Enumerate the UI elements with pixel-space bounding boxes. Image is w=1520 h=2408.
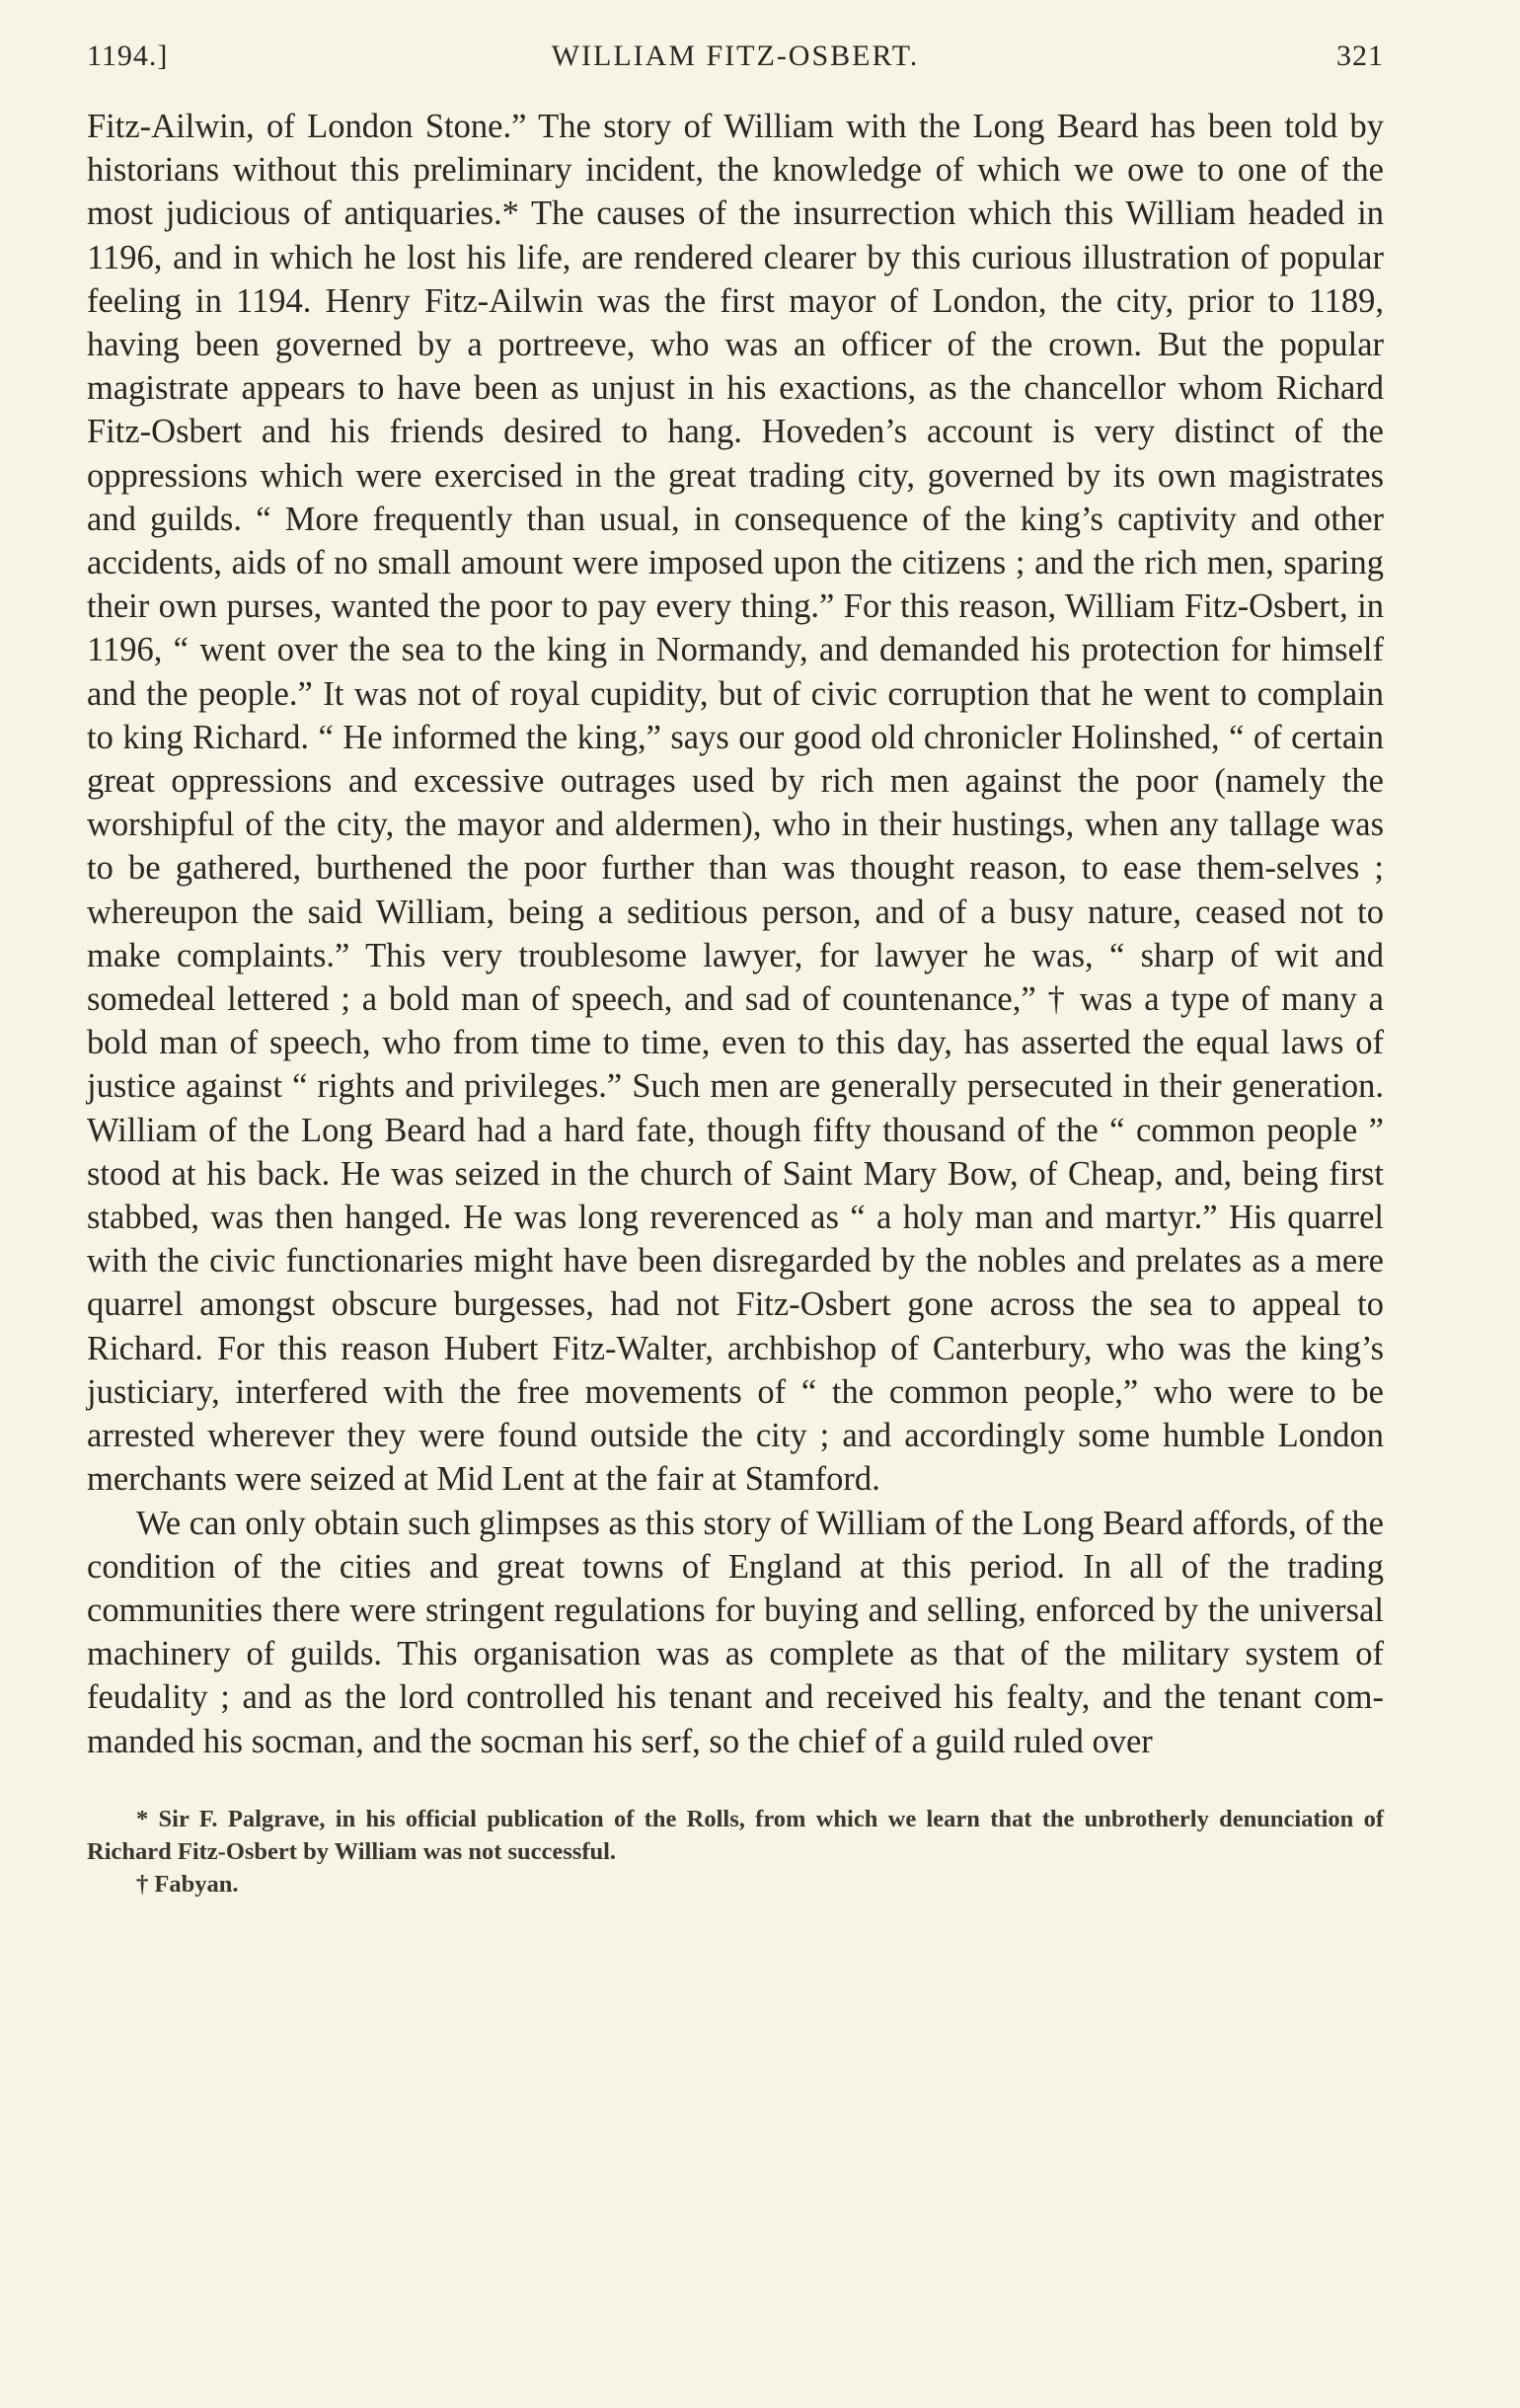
footnote-1: * Sir F. Palgrave, in his official publication of the Rolls, from which we learn that the unbrotherly denunciation of Richard Fitz-Osbert by William was not successful. — [87, 1805, 1384, 1865]
footnote-2: † Fabyan. — [136, 1870, 239, 1898]
footnotes — [87, 1803, 1384, 1901]
header-title: WILLIAM FITZ-OSBERT. — [551, 39, 920, 72]
book-page — [87, 39, 1384, 1901]
page-number: 321 — [1336, 39, 1384, 72]
main-text — [87, 105, 1384, 1763]
paragraph-2: We can only obtain such glimpses as this story of William of the Long Beard affords, of the condition of the cities and great towns of England at this period. In all of the trading communities there were stringent regulations for buying and selling, enforced by the universal machinery of guilds. This organisation was as complete as that of the military system of feudality ; and as the lord controlled his tenant and received his fealty, and the tenant com-manded his socman, and the socman his serf, so the chief of a guild ruled over — [87, 1504, 1384, 1760]
running-header — [87, 39, 1384, 91]
paragraph-1: Fitz-Ailwin, of London Stone.” The story of William with the Long Beard has been told by historians without this preliminary incident, the knowledge of which we owe to one of the most judicious of antiquaries.* The causes of the insurrection which this William headed in 1196, and in which he lost his life, are rendered clearer by this curious illustration of popular feeling in 1194. Henry Fitz-Ailwin was the first mayor of London, the city, prior to 1189, having been governed by a portreeve, who was an officer of the crown. But the popular magistrate appears to have been as unjust in his exactions, as the chancellor whom Richard Fitz-Osbert and his friends desired to hang. Hoveden’s account is very distinct of the oppressions which were exercised in the great trading city, governed by its own magistrates and guilds. “ More frequently than usual, in consequence of the king’s captivity and other accidents, aids of no small amount were imposed upon the citizens ; and the rich men, sparing their own purses, wanted the poor to pay every thing.” For this reason, William Fitz-Osbert, in 1196, “ went over the sea to the king in Normandy, and demanded his protection for himself and the people.” It was not of royal cupidity, but of civic corruption that he went to complain to king Richard. “ He informed the king,” says our good old chronicler Holinshed, “ of certain great oppressions and excessive outrages used by rich men against the poor (namely the worshipful of the city, the mayor and aldermen), who in their hustings, when any tallage was to be gathered, burthened the poor further than was thought reason, to ease them-selves ; whereupon the said William, being a seditious person, and of a busy nature, ceased not to make complaints.” This very troublesome lawyer, for lawyer he was, “ sharp of wit and somedeal lettered ; a bold man of speech, and sad of countenance,” † was a type of many a bold man of speech, who from time to time, even to this day, has asserted the equal laws of justice against “ rights and privileges.” Such men are generally persecuted in their generation. William of the Long Beard had a hard fate, though fifty thousand of the “ common people ” stood at his back. He was seized in the church of Saint Mary Bow, of Cheap, and, being first stabbed, was then hanged. He was long reverenced as “ a holy man and martyr.” His quarrel with the civic functionaries might have been disregarded by the nobles and prelates as a mere quarrel amongst obscure burgesses, had not Fitz-Osbert gone across the sea to appeal to Richard. For this reason Hubert Fitz-Walter, archbishop of Canterbury, who was the king’s justiciary, interfered with the free movements of “ the common people,” who were to be arrested wherever they were found outside the city ; and accordingly some humble London merchants were seized at Mid Lent at the fair at Stamford. — [87, 108, 1384, 1499]
header-year: 1194.] — [87, 39, 169, 72]
